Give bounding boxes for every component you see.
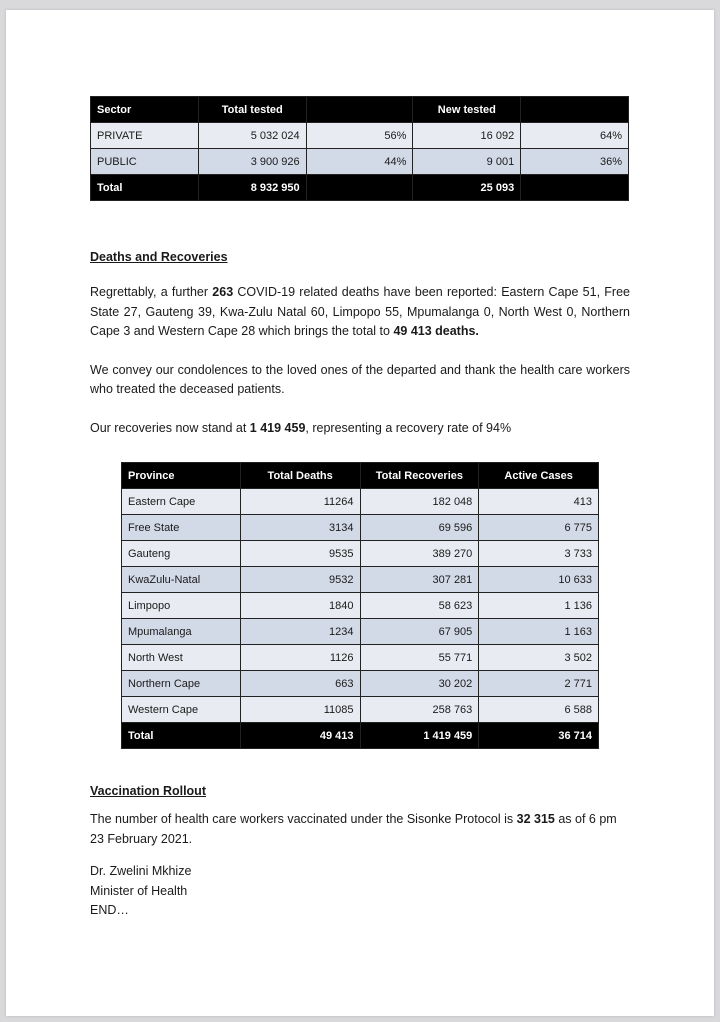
text-run: COVID-19 related deaths have been reported: Eastern Cape 51, Free State 27, Gauteng 39, Kwa-Zulu Natal 60, Limpopo 55, Mpumalanga 0, North West 0, Northern Cape 3 and Western Cape 28 which brings the total to	[90, 285, 631, 338]
text-run: Our recoveries now stand at	[90, 420, 250, 435]
active-cell: 413	[479, 489, 599, 515]
total-tested-cell: 5 032 024	[198, 123, 306, 149]
text-run: deaths.	[431, 324, 479, 338]
deaths-cell: 1840	[240, 593, 360, 619]
province-table-body	[122, 489, 599, 749]
table-row	[122, 645, 599, 671]
header-province: Province	[122, 463, 241, 489]
tests-header-row	[91, 97, 629, 123]
blank-cell	[521, 175, 629, 201]
total-tested-sum: 8 932 950	[198, 175, 306, 201]
table-row	[122, 619, 599, 645]
deaths-cell: 9532	[240, 567, 360, 593]
deaths-paragraph	[90, 283, 630, 342]
text-run: The number of health care workers vaccinated under the Sisonke Protocol is	[90, 812, 517, 826]
active-cell: 3 733	[479, 541, 599, 567]
deaths-cell: 11085	[240, 697, 360, 723]
active-cell: 10 633	[479, 567, 599, 593]
province-cell: Limpopo	[122, 593, 241, 619]
vaccination-section	[90, 784, 630, 921]
new-pct-cell: 64%	[521, 123, 629, 149]
table-row	[91, 149, 629, 175]
deaths-cell: 1234	[240, 619, 360, 645]
header-blank	[521, 97, 629, 123]
recoveries-cell: 182 048	[360, 489, 479, 515]
header-total-recoveries: Total Recoveries	[360, 463, 479, 489]
province-cell: Free State	[122, 515, 241, 541]
total-row	[91, 175, 629, 201]
province-cell: North West	[122, 645, 241, 671]
blank-cell	[306, 175, 413, 201]
province-cell: KwaZulu-Natal	[122, 567, 241, 593]
new-tested-cell: 16 092	[413, 123, 521, 149]
province-table	[121, 462, 599, 749]
recoveries-total: 1 419 459	[249, 420, 306, 435]
total-label: Total	[91, 175, 199, 201]
province-header-row	[122, 463, 599, 489]
table-row	[122, 567, 599, 593]
text-run: Regrettably, a further	[90, 285, 213, 299]
vaccinated-count: 32 315	[516, 812, 555, 826]
deaths-heading: Deaths and Recoveries	[90, 250, 228, 264]
document-page	[6, 10, 714, 1016]
new-tested-sum: 25 093	[413, 175, 521, 201]
total-deaths: 49 413	[240, 723, 360, 749]
total-row	[122, 723, 599, 749]
province-cell: Mpumalanga	[122, 619, 241, 645]
vaccination-paragraph	[90, 810, 630, 849]
table-row	[91, 123, 629, 149]
active-cell: 3 502	[479, 645, 599, 671]
total-recoveries: 1 419 459	[360, 723, 479, 749]
deaths-count: 263	[212, 285, 234, 299]
active-cell: 1 136	[479, 593, 599, 619]
province-section	[121, 462, 599, 749]
header-active-cases: Active Cases	[479, 463, 599, 489]
table-row	[122, 489, 599, 515]
new-tested-cell: 9 001	[413, 149, 521, 175]
total-pct-cell: 44%	[306, 149, 413, 175]
recoveries-cell: 389 270	[360, 541, 479, 567]
active-cell: 6 775	[479, 515, 599, 541]
table-row	[122, 671, 599, 697]
table-row	[122, 697, 599, 723]
province-cell: Gauteng	[122, 541, 241, 567]
new-pct-cell: 36%	[521, 149, 629, 175]
active-cell: 2 771	[479, 671, 599, 697]
total-active: 36 714	[479, 723, 599, 749]
recoveries-cell: 55 771	[360, 645, 479, 671]
header-total-tested: Total tested	[198, 97, 306, 123]
deaths-cell: 3134	[240, 515, 360, 541]
recoveries-paragraph	[90, 419, 630, 439]
sector-cell: PRIVATE	[91, 123, 199, 149]
deaths-cell: 11264	[240, 489, 360, 515]
tests-table	[90, 96, 629, 201]
province-cell: Western Cape	[122, 697, 241, 723]
header-blank	[306, 97, 413, 123]
recoveries-cell: 58 623	[360, 593, 479, 619]
table-row	[122, 515, 599, 541]
sector-cell: PUBLIC	[91, 149, 199, 175]
tests-section	[90, 96, 630, 201]
deaths-cell: 663	[240, 671, 360, 697]
table-row	[122, 541, 599, 567]
total-pct-cell: 56%	[306, 123, 413, 149]
province-cell: Northern Cape	[122, 671, 241, 697]
total-tested-cell: 3 900 926	[198, 149, 306, 175]
signatory-name: Dr. Zwelini Mkhize	[90, 864, 192, 878]
active-cell: 1 163	[479, 619, 599, 645]
province-cell: Eastern Cape	[122, 489, 241, 515]
recoveries-cell: 307 281	[360, 567, 479, 593]
deaths-cell: 1126	[240, 645, 360, 671]
recoveries-cell: 258 763	[360, 697, 479, 723]
header-total-deaths: Total Deaths	[240, 463, 360, 489]
text-run: as of 6 pm 23 February 2021.	[90, 812, 617, 846]
condolences-paragraph: We convey our condolences to the loved ones of the departed and thank the health care workers who treated the deceased patients.	[90, 362, 630, 396]
recoveries-cell: 69 596	[360, 515, 479, 541]
header-sector: Sector	[91, 97, 199, 123]
deaths-cell: 9535	[240, 541, 360, 567]
end-marker: END…	[90, 903, 129, 917]
deaths-section	[90, 250, 630, 438]
signature-block	[90, 862, 630, 921]
table-row	[122, 593, 599, 619]
recoveries-cell: 67 905	[360, 619, 479, 645]
header-new-tested: New tested	[413, 97, 521, 123]
signatory-title: Minister of Health	[90, 883, 188, 898]
total-label: Total	[122, 723, 241, 749]
vaccination-heading: Vaccination Rollout	[90, 784, 206, 798]
text-run: , representing a recovery rate of 94%	[305, 420, 512, 435]
active-cell: 6 588	[479, 697, 599, 723]
recoveries-cell: 30 202	[360, 671, 479, 697]
deaths-total: 49 413	[393, 324, 432, 338]
